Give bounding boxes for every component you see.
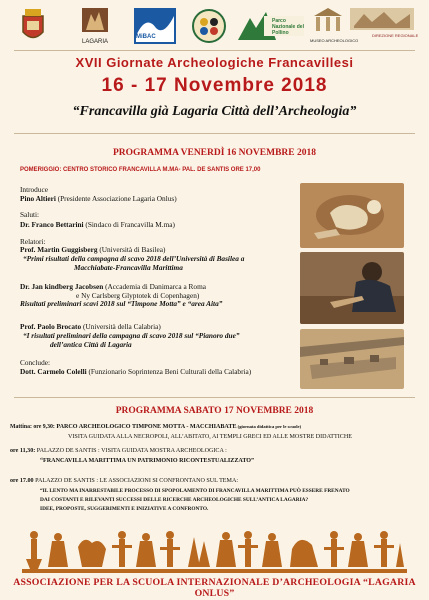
morning-label: Mattina: ore 9,30:	[10, 424, 55, 430]
midday-label: ore 11,30:	[10, 448, 36, 454]
event-dates: 16 - 17 Novembre 2018	[101, 75, 328, 96]
divider	[14, 397, 415, 398]
event-subtitle: “Francavilla già Lagaria Città dell’Archeologia”	[72, 104, 357, 119]
saturday-heading: PROGRAMMA SABATO 17 NOVEMBRE 2018	[115, 406, 314, 416]
intro-speaker	[20, 195, 177, 203]
midday-exhibition: “FRANCAVILLA MARITTIMA UN PATRIMONIO RICONTESTUALIZZATO”	[40, 458, 255, 464]
friday-heading: PROGRAMMA VENERDÌ 16 NOVEMBRE 2018	[112, 148, 317, 158]
speaker-2-talk: Risultati preliminari scavi 2018 sul “Timpone Motta” e “area Aita”	[20, 299, 223, 308]
intro-name: Pino Altieri	[20, 194, 56, 203]
lagaria-label: LAGARIA	[82, 39, 109, 45]
calabria-crest-logo	[190, 6, 228, 46]
evening-venue: PALAZZO DE SANTIS : LE ASSOCIAZIONI SI CONFRONTANO SUL TEMA:	[33, 478, 239, 484]
excavation-photo-walls	[300, 329, 404, 389]
speaker-2-name: Dr. Jan kindberg Jacobsen	[20, 282, 104, 291]
speaker-2-role-cont: e Ny Carlsberg Glyptotek di Copenhagen)	[76, 291, 200, 300]
footer-association: ASSOCIAZIONE PER LA SCUOLA INTERNAZIONALE D’ARCHEOLOGIA “LAGARIA ONLUS”	[13, 577, 416, 599]
morning-activities: VISITA GUIDATA ALLA NECROPOLI, ALL’ABITATO, AI TEMPLI GRECI ED ALLE MOSTRE DIDATTICHE	[68, 434, 352, 440]
intro-role: (Presidente Associazione Lagaria Onlus)	[55, 194, 177, 203]
speakers-label: Relatori:	[20, 237, 46, 246]
friday-afternoon-info: POMERIGGIO: CENTRO STORICO FRANCAVILLA M.MA- PAL. DE SANTIS ORE 17,00	[20, 167, 261, 173]
evening-topic-1: “IL LENTO MA INARRESTABILE PROCESSO DI SPOPOLAMENTO DI FRANCAVILLA MARITTIMA PUÒ ESSERE FRENATO	[40, 488, 350, 494]
parco-pollino-logo	[236, 6, 306, 46]
mibac-logo	[134, 6, 176, 46]
saturday-morning	[10, 423, 301, 431]
greetings-name: Dr. Franco Bettarini	[20, 220, 84, 229]
saturday-midday	[10, 448, 227, 455]
speaker-1-talk-cont: Macchiabate-Francavilla Marittima	[74, 263, 183, 272]
divider	[14, 133, 415, 134]
evening-topic-2: DAI COSTANTI E RILEVANTI SUCCESSI DELLE RICERCHE ARCHEOLOGICHE SULL’ANTICA LAGARIA?	[40, 497, 309, 503]
logo-strip	[14, 6, 418, 48]
parco-label: Parco Nazionale del Pollino	[272, 18, 304, 36]
conclusion-role: (Funzionario Soprintenza Beni Culturali della Calabria)	[86, 367, 252, 376]
conclusion-name: Dott. Carmelo Colelli	[20, 367, 87, 376]
midday-venue: PALAZZO DE SANTIS : VISITA GUIDATA MOSTRA ARCHEOLOGICA :	[35, 448, 227, 454]
regional-direction-logo	[350, 6, 419, 46]
speaker-3-role: (Università della Calabria)	[81, 322, 161, 331]
intro-label: Introduce	[20, 185, 48, 194]
greetings-speaker	[20, 221, 175, 229]
regional-direction-label: DIREZIONE REGIONALE	[372, 33, 419, 38]
saturday-evening	[10, 478, 238, 485]
town-crest-logo	[20, 6, 46, 46]
conclusion-label: Conclude:	[20, 358, 50, 367]
conclusion-speaker	[20, 368, 251, 376]
morning-note: (giornata didattica per le scuole)	[236, 424, 302, 429]
evening-label: ore 17.00	[10, 478, 34, 484]
morning-venue: PARCO ARCHEOLOGICO TIMPONE MOTTA - MACCHIABATE	[54, 424, 237, 430]
speaker-1-talk: “Primi risultati della campagna di scavo 2018 dell’Università di Basilea a	[23, 254, 245, 263]
evening-topic-3: IDEE, PROPOSTE, SUGGERIMENTI E INIZIATIVE A CONFRONTO.	[40, 506, 209, 512]
mibac-label: MiBAC	[136, 34, 156, 40]
excavation-photo-worker	[300, 252, 404, 324]
museo-logo	[310, 6, 359, 46]
header-divider	[14, 50, 415, 51]
event-title: XVII Giornate Archeologiche Francavillesi	[75, 55, 354, 70]
speaker-2-role: (Accademia di Danimarca a Roma	[103, 282, 206, 291]
speaker-3-talk: “I risultati preliminari della campagna di scavo 2018 sul “Pianoro due”	[23, 331, 240, 340]
speaker-1-role: (Università di Basilea)	[97, 245, 166, 254]
speaker-3-talk-cont: dell’antica Città di Lagaria	[50, 340, 132, 349]
museo-label: MUSEO ARCHEOLOGICO	[310, 38, 359, 43]
speaker-3-name: Prof. Paolo Brocato	[20, 322, 82, 331]
greetings-role: (Sindaco di Francavilla M.ma)	[83, 220, 175, 229]
greetings-label: Saluti:	[20, 210, 40, 219]
speaker-1-name: Prof. Martin Guggisberg	[20, 245, 98, 254]
ancient-figures-frieze	[22, 527, 407, 575]
excavation-photo-skeleton	[300, 183, 404, 248]
lagaria-logo	[74, 6, 116, 46]
